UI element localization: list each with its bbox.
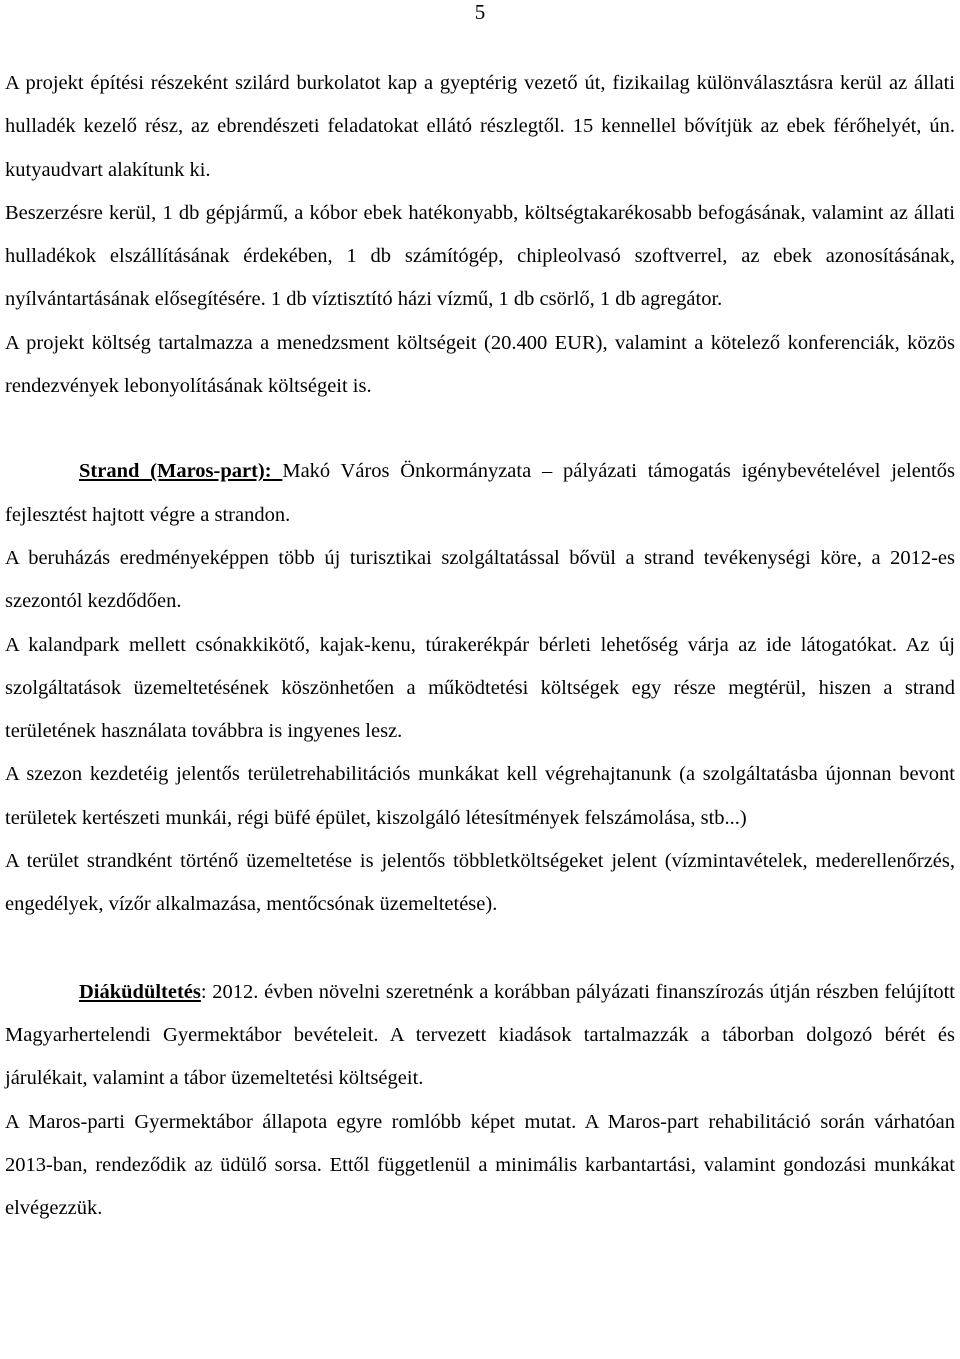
strand-paragraph-4: A terület strandként történő üzemeltetése is jelentős többletköltségeket jelent (vízmintavételek, mederellenőrzés, engedélyek, vízőr alkalmazása, mentőcsónak üzemeltetése). bbox=[5, 850, 955, 916]
strand-paragraph-3: A szezon kezdetéig jelentős területrehabilitációs munkákat kell végrehajtanunk (a szolgáltatásba újonnan bevont területek kertészeti munkái, régi büfé épület, kiszolgáló létesítmények felszámolása, stb...) bbox=[5, 763, 955, 829]
project-paragraph-3: A projekt költség tartalmazza a menedzsment költségeit (20.400 EUR), valamint a kötelező konferenciák, közös rendezvények lebonyolításának költségeit is. bbox=[5, 331, 955, 398]
page-number: 5 bbox=[474, 0, 486, 24]
strand-paragraph-2: A kalandpark mellett csónakkikötő, kajak-kenu, túrakerékpár bérleti lehetőség várja az ide látogatókat. Az új szolgáltatások üzemeltetésének köszönhetően a működtetési költségek egy része megtérül, hiszen a strand területének használata továbbra is ingyenes lesz. bbox=[5, 633, 955, 743]
section-spacer bbox=[5, 408, 955, 450]
project-paragraph-1: A projekt építési részeként szilárd burkolatot kap a gyeptérig vezető út, fizikailag különválasztásra kerül az állati hulladék kezelő rész, az ebrendészeti feladatokat ellátó részlegtől. 15 kennellel bővítjük az ebek férőhelyét, ún. kutyaudvart alakítunk ki. bbox=[5, 72, 955, 181]
diak-paragraph-1 bbox=[5, 971, 955, 1101]
strand-heading: Strand (Maros-part): bbox=[79, 460, 272, 483]
strand-paragraph-1: A beruházás eredményeképpen több új turisztikai szolgáltatással bővül a strand tevékenységi köre, a 2012-es szezontól kezdődően. bbox=[5, 546, 955, 613]
project-paragraph-2: Beszerzésre kerül, 1 db gépjármű, a kóbor ebek hatékonyabb, költségtakarékosabb befogásának, valamint az állati hulladékok elszállításának érdekében, 1 db számítógép, chipleolvasó szoftverrel, az ebek azonosításának, nyílvántartásának elősegítésére. 1 db víztisztító házi vízmű, 1 db csörlő, 1 db agregátor. bbox=[5, 201, 955, 311]
document-body bbox=[5, 62, 955, 1230]
diak-paragraph-2: A Maros-parti Gyermektábor állapota egyre romlóbb képet mutat. A Maros-part rehabilitáció során várhatóan 2013-ban, rendeződik az üdülő sorsa. Ettől függetlenül a minimális karbantartási, valamint gondozási munkákat elvégezzük. bbox=[5, 1110, 955, 1220]
section-spacer bbox=[5, 927, 955, 971]
diak-heading-colon: : bbox=[200, 980, 207, 1003]
strand-intro-text: Makó Város Önkormányzata – pályázati támogatás igénybevételével jelentős fejlesztést hajtott végre a strandon. bbox=[5, 460, 955, 526]
diak-heading: Diáküdültetés bbox=[79, 980, 201, 1003]
diak-paragraph-1-text: 2012. évben növelni szeretnénk a korábban pályázati finanszírozás útján részben felújított Magyarhertelendi Gyermektábor bevételeit. A tervezett kiadások tartalmazzák a táborban dolgozó bérét és járulékait, valamint a tábor üzemeltetési költségeit. bbox=[5, 980, 955, 1090]
strand-intro-paragraph bbox=[5, 450, 955, 537]
strand-heading-underline-gap bbox=[272, 460, 283, 482]
